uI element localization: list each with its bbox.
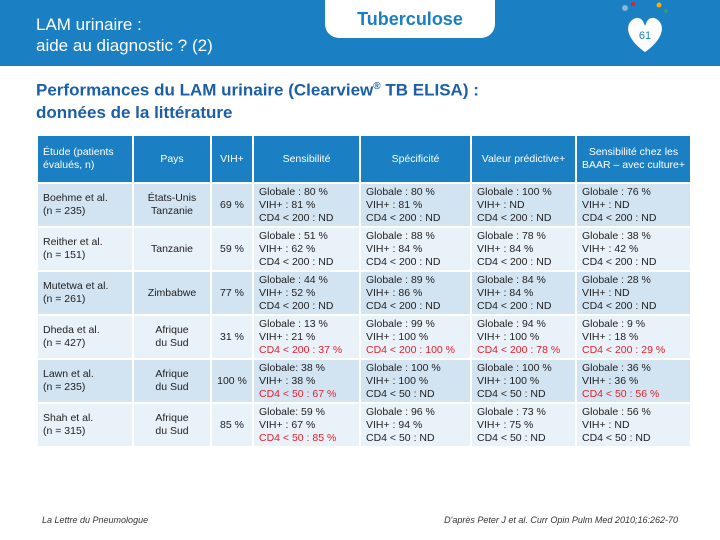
study-cell-line: (n = 261) [43, 293, 86, 305]
baar-sensitivity-cell [576, 359, 691, 403]
ppv-cell-line: VIH+ : 84 % [477, 242, 534, 255]
ppv-cell [471, 227, 576, 271]
subtitle-registered-mark: ® [373, 81, 381, 92]
sensitivity-cell-line: VIH+ : 81 % [259, 198, 316, 211]
table-row [37, 403, 691, 447]
ppv-cell-line: CD4 < 200 : ND [477, 299, 552, 312]
country-cell-line: Afrique [155, 324, 189, 336]
header-hiv: VIH+ [211, 135, 253, 183]
ppv-cell-line: VIH+ : 84 % [477, 286, 534, 299]
header-country: Pays [133, 135, 211, 183]
country-cell [133, 271, 211, 315]
specificity-cell-line: Globale : 96 % [366, 405, 435, 418]
study-cell-line: (n = 235) [43, 381, 86, 393]
specificity-cell-line: Globale : 88 % [366, 229, 435, 242]
specificity-cell [360, 359, 471, 403]
sensitivity-cell-line: VIH+ : 38 % [259, 374, 316, 387]
slide-title [36, 14, 213, 56]
sensitivity-cell [253, 227, 360, 271]
baar-sensitivity-cell [576, 183, 691, 227]
subtitle-line2: données de la littérature [36, 102, 233, 122]
hiv-cell: 69 % [211, 183, 253, 227]
country-cell-line: du Sud [155, 337, 189, 349]
baar-sensitivity-cell-line: CD4 < 200 : 29 % [582, 343, 666, 356]
sensitivity-cell [253, 315, 360, 359]
baar-sensitivity-cell-line: CD4 < 50 : 56 % [582, 387, 660, 400]
study-cell [37, 227, 133, 271]
hiv-cell: 85 % [211, 403, 253, 447]
study-cell-line: Reither et al. [43, 236, 103, 248]
baar-sensitivity-cell-line: VIH+ : 36 % [582, 374, 639, 387]
sensitivity-cell-line: Globale: 59 % [259, 405, 325, 418]
sensitivity-cell-line: CD4 < 50 : 67 % [259, 387, 337, 400]
sensitivity-cell [253, 183, 360, 227]
hiv-cell: 31 % [211, 315, 253, 359]
ppv-cell-line: Globale : 84 % [477, 273, 546, 286]
sensitivity-cell-line: CD4 < 200 : 37 % [259, 343, 343, 356]
country-cell [133, 227, 211, 271]
baar-sensitivity-cell-line: VIH+ : ND [582, 198, 630, 211]
specificity-cell-line: VIH+ : 94 % [366, 418, 423, 431]
header-bar [0, 0, 720, 66]
study-cell [37, 271, 133, 315]
header-specificity: Spécificité [360, 135, 471, 183]
page-subtitle [36, 76, 676, 124]
ppv-cell-line: CD4 < 50 : ND [477, 431, 546, 444]
sensitivity-cell-line: CD4 < 50 : 85 % [259, 431, 337, 444]
table-row [37, 183, 691, 227]
baar-sensitivity-cell-line: CD4 < 50 : ND [582, 431, 651, 444]
header-sensitivity: Sensibilité [253, 135, 360, 183]
specificity-cell-line: Globale : 80 % [366, 185, 435, 198]
study-cell [37, 359, 133, 403]
country-cell-line: Afrique [155, 368, 189, 380]
ppv-cell [471, 359, 576, 403]
ppv-cell [471, 183, 576, 227]
baar-sensitivity-cell [576, 315, 691, 359]
baar-sensitivity-cell-line: CD4 < 200 : ND [582, 299, 657, 312]
sensitivity-cell-line: Globale: 38 % [259, 361, 325, 374]
sensitivity-cell-line: CD4 < 200 : ND [259, 211, 334, 224]
study-cell-line: Lawn et al. [43, 368, 94, 380]
specificity-cell-line: CD4 < 200 : ND [366, 299, 441, 312]
study-cell [37, 315, 133, 359]
baar-sensitivity-cell [576, 403, 691, 447]
baar-sensitivity-cell-line: Globale : 38 % [582, 229, 651, 242]
section-tab-label: Tuberculose [357, 9, 463, 29]
ppv-cell-line: VIH+ : 100 % [477, 330, 540, 343]
baar-sensitivity-cell-line: Globale : 9 % [582, 317, 646, 330]
country-cell-line: Tanzanie [150, 205, 194, 217]
ppv-cell-line: VIH+ : 100 % [477, 374, 540, 387]
study-cell-line: Mutetwa et al. [43, 280, 109, 292]
table-row [37, 315, 691, 359]
baar-sensitivity-cell-line: VIH+ : ND [582, 418, 630, 431]
sensitivity-cell-line: Globale : 44 % [259, 273, 328, 286]
section-tab [325, 0, 495, 38]
specificity-cell [360, 227, 471, 271]
hiv-cell: 100 % [211, 359, 253, 403]
specificity-cell [360, 403, 471, 447]
specificity-cell-line: VIH+ : 100 % [366, 330, 429, 343]
specificity-cell [360, 315, 471, 359]
specificity-cell-line: CD4 < 50 : ND [366, 387, 435, 400]
baar-sensitivity-cell-line: CD4 < 200 : ND [582, 255, 657, 268]
sensitivity-cell-line: Globale : 13 % [259, 317, 328, 330]
sensitivity-cell [253, 271, 360, 315]
ppv-cell-line: Globale : 100 % [477, 361, 552, 374]
baar-sensitivity-cell [576, 227, 691, 271]
specificity-cell-line: VIH+ : 81 % [366, 198, 423, 211]
baar-sensitivity-cell-line: Globale : 28 % [582, 273, 651, 286]
footer-reference: D'après Peter J et al. Curr Opin Pulm Med 2010;16:262-70 [444, 515, 678, 525]
ppv-cell-line: Globale : 78 % [477, 229, 546, 242]
country-cell-line: Zimbabwe [147, 286, 197, 299]
sensitivity-cell [253, 359, 360, 403]
hiv-cell: 59 % [211, 227, 253, 271]
country-cell [133, 315, 211, 359]
sensitivity-cell [253, 403, 360, 447]
table-row [37, 271, 691, 315]
country-cell-line: du Sud [155, 425, 189, 437]
ppv-cell-line: CD4 < 200 : ND [477, 211, 552, 224]
specificity-cell [360, 183, 471, 227]
country-cell-line: Afrique [155, 412, 189, 424]
specificity-cell-line: CD4 < 200 : ND [366, 211, 441, 224]
ppv-cell-line: Globale : 73 % [477, 405, 546, 418]
specificity-cell-line: Globale : 89 % [366, 273, 435, 286]
country-cell [133, 359, 211, 403]
header-baar-sensitivity: Sensibilité chez les BAAR – avec culture+ [576, 135, 691, 183]
specificity-cell-line: Globale : 100 % [366, 361, 441, 374]
specificity-cell-line: CD4 < 50 : ND [366, 431, 435, 444]
specificity-cell-line: CD4 < 200 : ND [366, 255, 441, 268]
ppv-cell [471, 315, 576, 359]
study-cell-line: Dheda et al. [43, 324, 100, 336]
sensitivity-cell-line: CD4 < 200 : ND [259, 255, 334, 268]
ppv-cell-line: Globale : 100 % [477, 185, 552, 198]
study-cell-line: Boehme et al. [43, 192, 108, 204]
table-header-row [37, 135, 691, 183]
specificity-cell-line: Globale : 99 % [366, 317, 435, 330]
country-cell-line: Tanzanie [150, 242, 194, 255]
ppv-cell [471, 271, 576, 315]
sensitivity-cell-line: VIH+ : 21 % [259, 330, 316, 343]
specificity-cell [360, 271, 471, 315]
lam-performance-table [36, 134, 692, 448]
baar-sensitivity-cell-line: Globale : 76 % [582, 185, 651, 198]
ppv-cell-line: VIH+ : ND [477, 198, 525, 211]
baar-sensitivity-cell-line: VIH+ : 42 % [582, 242, 639, 255]
baar-sensitivity-cell [576, 271, 691, 315]
slide-title-line2: aide au diagnostic ? (2) [36, 36, 213, 55]
study-cell-line: Shah et al. [43, 412, 94, 424]
sensitivity-cell-line: Globale : 51 % [259, 229, 328, 242]
footer-journal: La Lettre du Pneumologue [42, 515, 149, 525]
page-number: 61 [638, 30, 652, 42]
baar-sensitivity-cell-line: Globale : 56 % [582, 405, 651, 418]
specificity-cell-line: VIH+ : 100 % [366, 374, 429, 387]
country-cell [133, 403, 211, 447]
sensitivity-cell-line: VIH+ : 52 % [259, 286, 316, 299]
ppv-cell-line: VIH+ : 75 % [477, 418, 534, 431]
ppv-cell-line: CD4 < 50 : ND [477, 387, 546, 400]
sensitivity-cell-line: VIH+ : 62 % [259, 242, 316, 255]
heart-logo-icon [617, 2, 673, 62]
country-cell-line: États-Unis [147, 192, 197, 204]
study-cell [37, 403, 133, 447]
ppv-cell-line: CD4 < 200 : ND [477, 255, 552, 268]
header-ppv: Valeur prédictive+ [471, 135, 576, 183]
table-row [37, 227, 691, 271]
sensitivity-cell-line: VIH+ : 67 % [259, 418, 316, 431]
baar-sensitivity-cell-line: Globale : 36 % [582, 361, 651, 374]
study-cell [37, 183, 133, 227]
study-cell-line: (n = 235) [43, 205, 86, 217]
baar-sensitivity-cell-line: VIH+ : ND [582, 286, 630, 299]
hiv-cell: 77 % [211, 271, 253, 315]
baar-sensitivity-cell-line: CD4 < 200 : ND [582, 211, 657, 224]
ppv-cell-line: CD4 < 200 : 78 % [477, 343, 561, 356]
specificity-cell-line: CD4 < 200 : 100 % [366, 343, 456, 356]
sensitivity-cell-line: Globale : 80 % [259, 185, 328, 198]
study-cell-line: (n = 427) [43, 337, 86, 349]
header-study: Étude (patients évalués, n) [37, 135, 133, 183]
specificity-cell-line: VIH+ : 84 % [366, 242, 423, 255]
specificity-cell-line: VIH+ : 86 % [366, 286, 423, 299]
table-row [37, 359, 691, 403]
slide-title-line1: LAM urinaire : [36, 15, 142, 34]
subtitle-line1-part2: TB ELISA) : [380, 80, 479, 100]
baar-sensitivity-cell-line: VIH+ : 18 % [582, 330, 639, 343]
country-cell [133, 183, 211, 227]
ppv-cell [471, 403, 576, 447]
study-cell-line: (n = 151) [43, 249, 86, 261]
sensitivity-cell-line: CD4 < 200 : ND [259, 299, 334, 312]
ppv-cell-line: Globale : 94 % [477, 317, 546, 330]
study-cell-line: (n = 315) [43, 425, 86, 437]
subtitle-line1-part1: Performances du LAM urinaire (Clearview [36, 80, 374, 100]
country-cell-line: du Sud [155, 381, 189, 393]
